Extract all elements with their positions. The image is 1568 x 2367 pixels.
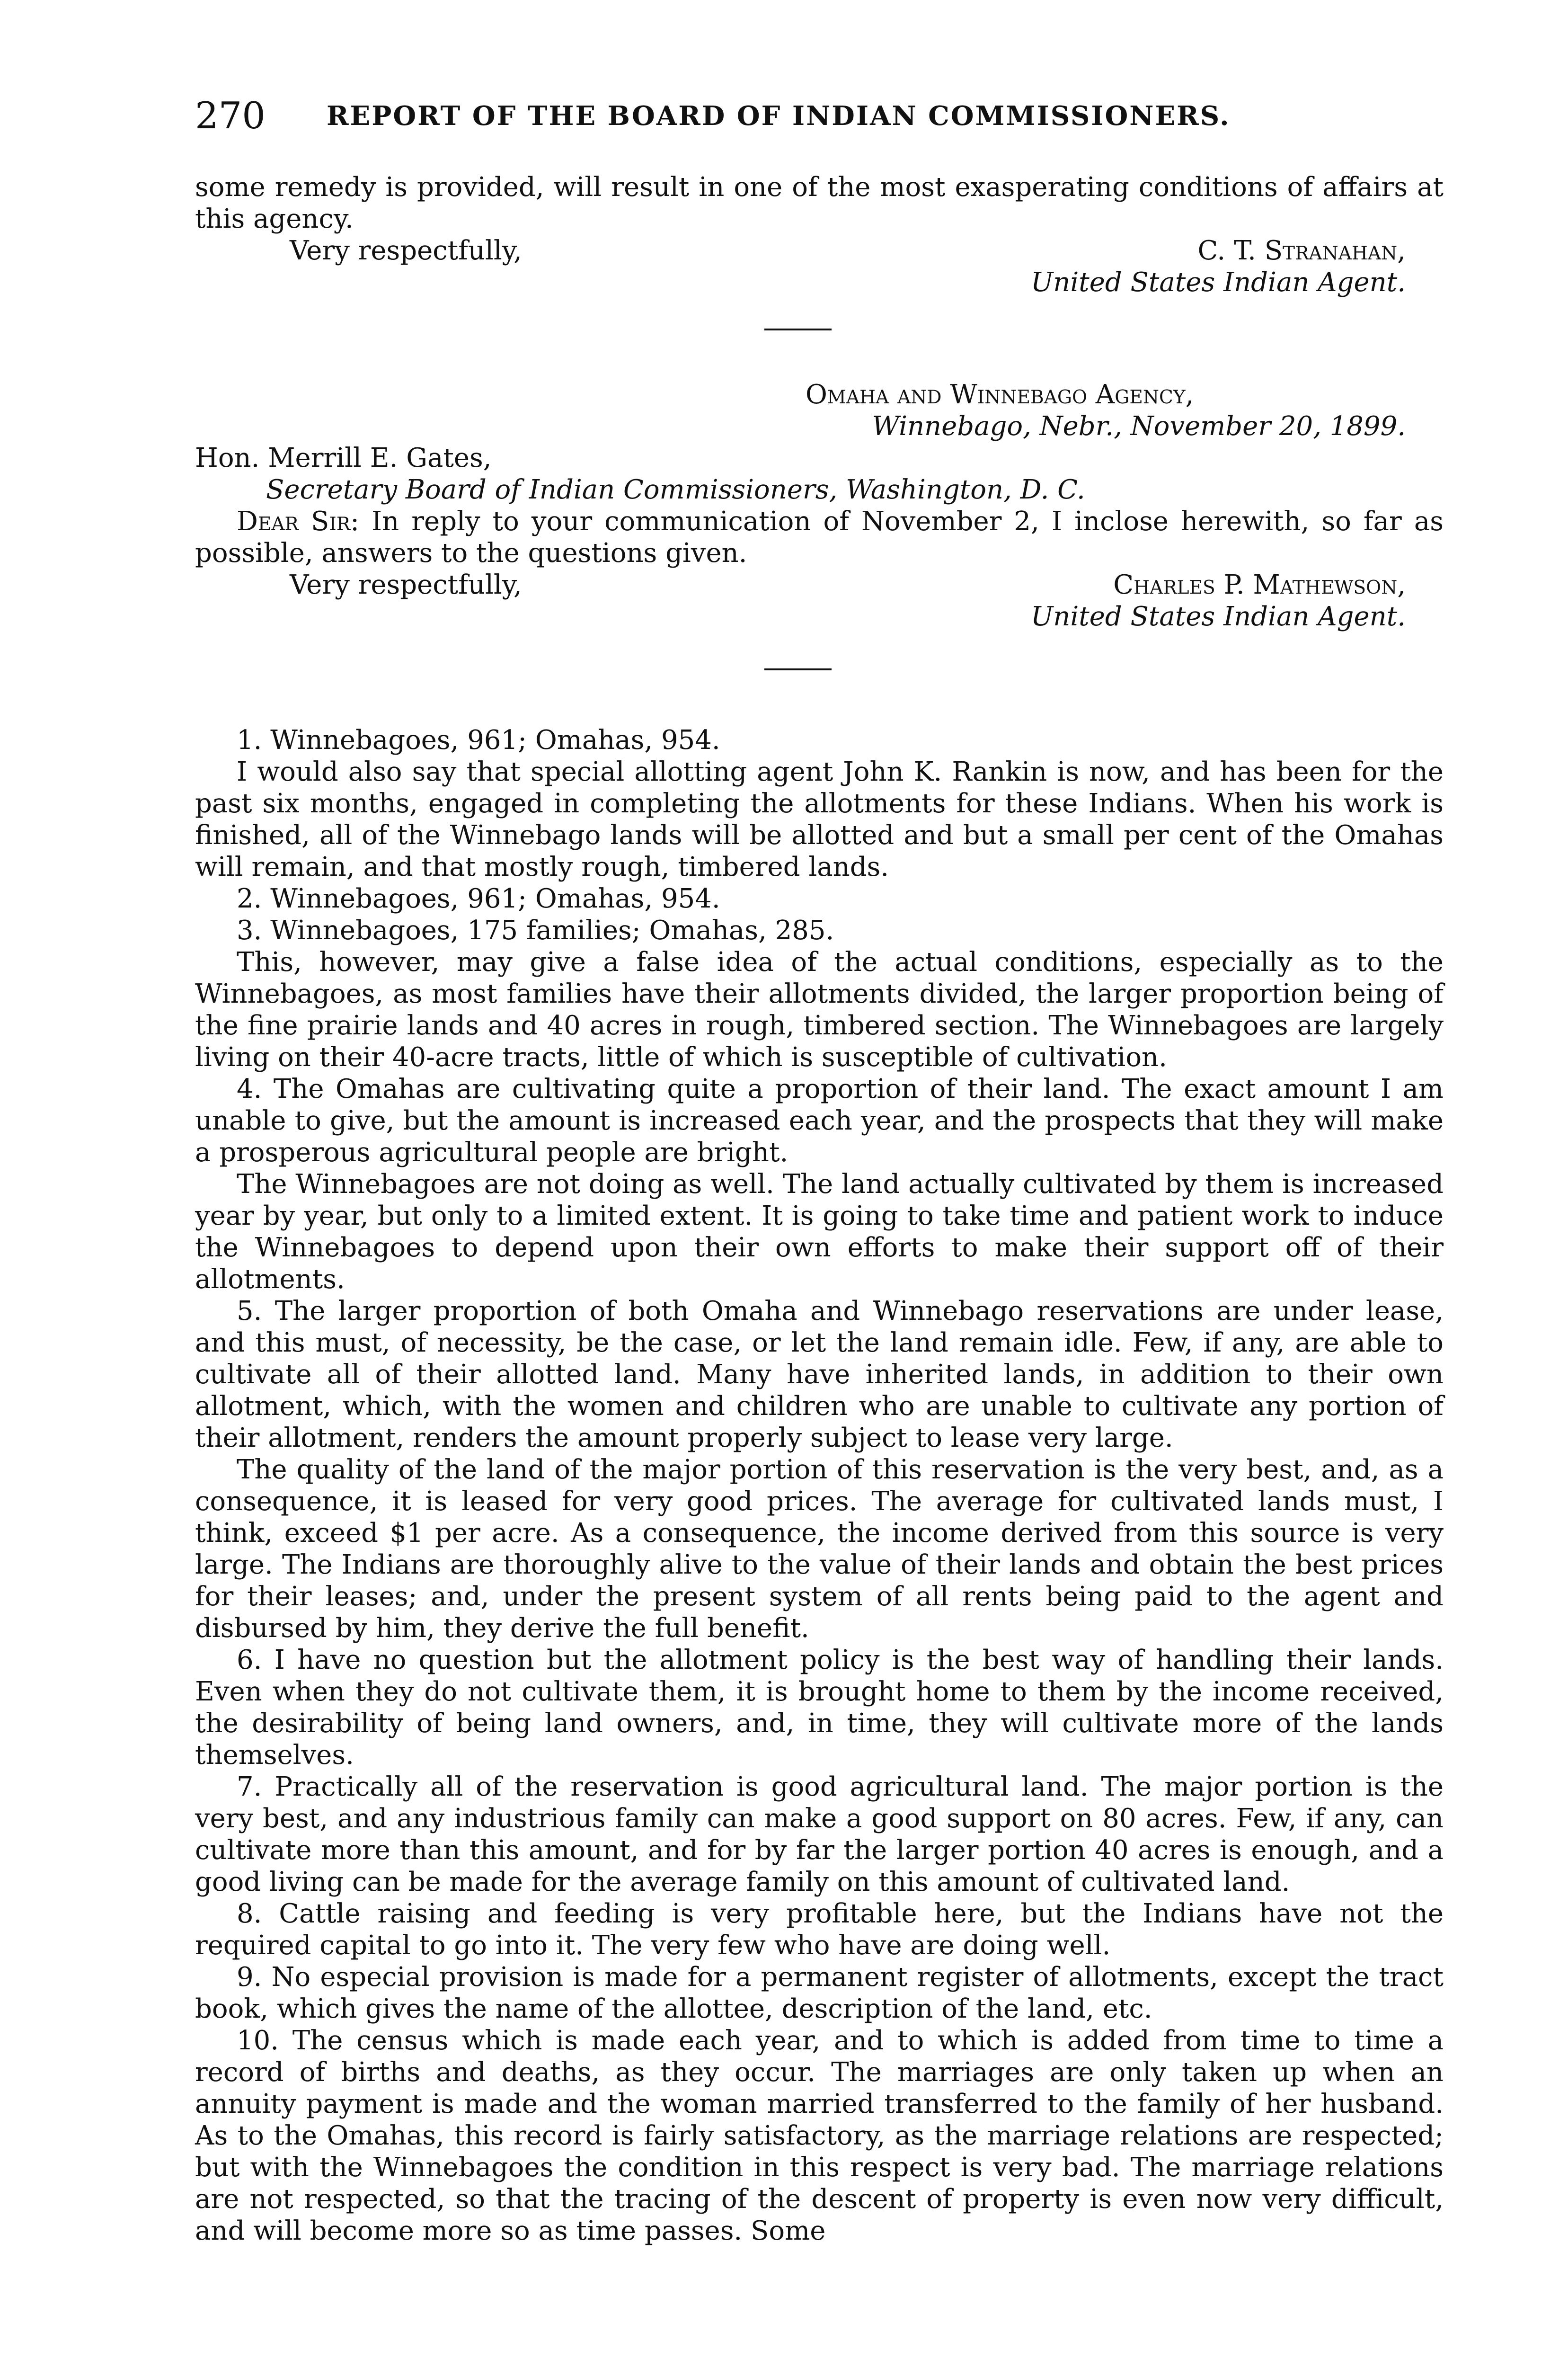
running-title: REPORT OF THE BOARD OF INDIAN COMMISSIONERS. <box>327 100 1231 132</box>
answer-paragraph: This, however, may give a false idea of the actual conditions, especially as to the Winnebagoes, as most families have their allotments divided, the larger proportion being of the fine prairie lands and 40 acres in rough, timbered section. The Winnebagoes are largely living on their 40-acre tracts, little of which is susceptible of cultivation. <box>195 947 1444 1073</box>
answer-paragraph: The quality of the land of the major portion of this reservation is the very best, and, as a consequence, it is leased for very good prices. The average for cultivated lands must, I think, exceed $1 per acre. As a consequence, the income derived from this source is very large. The Indians are thoroughly alive to the value of their lands and obtain the best prices for their leases; and, under the present system of all rents being paid to the agent and disbursed by him, they derive the full benefit. <box>195 1454 1444 1644</box>
answer-paragraph: The Winnebagoes are not doing as well. The land actually cultivated by them is increased year by year, but only to a limited extent. It is going to take time and patient work to induce the Winnebagoes to depend upon their own efforts to make their support off of their allotments. <box>195 1169 1444 1295</box>
letter-2-body-paragraph <box>195 506 1444 569</box>
answer-paragraph: 5. The larger proportion of both Omaha and Winnebago reservations are under lease, and this must, of necessity, be the case, or let the land remain idle. Few, if any, are able to cultivate all of their allotted land. Many have inherited lands, in addition to their own allotment, which, with the women and children who are unable to cultivate any portion of their allotment, renders the amount properly subject to lease very large. <box>195 1296 1444 1453</box>
addressee-name: Hon. Merrill E. Gates, <box>195 443 492 473</box>
answer-paragraph: I would also say that special allotting agent John K. Rankin is now, and has been for the past six months, engaged in completing the allotments for these Indians. When his work is finished, all of the Winnebago lands will be allotted and but a small per cent of the Omahas will remain, and that mostly rough, timbered lands. <box>195 756 1444 882</box>
letter-1 <box>195 171 1444 298</box>
letter-2-signature-row <box>195 569 1444 601</box>
answer-paragraph: 7. Practically all of the reservation is good agricultural land. The major portion is the very best, and any industrious family can make a good support on 80 acres. Few, if any, can cultivate more than this amount, and for by far the larger portion 40 acres is enough, and a good living can be made for the average family on this amount of cultivated land. <box>195 1771 1444 1897</box>
letter-1-signer-title: United States Indian Agent. <box>1031 267 1406 298</box>
letter-1-signer: C. T. Stranahan, <box>1197 235 1406 266</box>
letter-1-continuation: some remedy is provided, will result in one of the most exasperating conditions of affairs at this agency. <box>195 172 1444 234</box>
section-divider-1 <box>764 329 832 330</box>
letter-1-signature-row <box>195 235 1444 267</box>
letter-2-place-date: Winnebago, Nebr., November 20, 1899. <box>872 411 1406 442</box>
answer-paragraph: 6. I have no question but the allotment policy is the best way of handling their lands. Even when they do not cultivate them, it is brought home to them by the income received, the desirability of being land owners, and, in time, they will cultivate more of the lands themselves. <box>195 1645 1444 1771</box>
letter-2-salutation: Dear Sir: <box>237 506 359 537</box>
letter-2-addressee <box>195 442 1444 474</box>
answer-paragraph: 9. No especial provision is made for a permanent register of allotments, except the tract book, which gives the name of the allottee, description of the land, etc. <box>195 1962 1444 2024</box>
answer-paragraph: 1. Winnebagoes, 961; Omahas, 954. <box>237 725 720 756</box>
page-number: 270 <box>195 95 266 137</box>
letter-2-signer: Charles P. Mathewson, <box>1113 570 1406 600</box>
answer-paragraph: 8. Cattle raising and feeding is very profitable here, but the Indians have not the required capital to go into it. The very few who have are doing well. <box>195 1898 1444 1961</box>
answers-section <box>195 724 1444 2247</box>
letter-2-addressee-title: Secretary Board of Indian Commissioners, Washington, D. C. <box>266 474 1085 505</box>
answer-paragraph: 3. Winnebagoes, 175 families; Omahas, 285. <box>237 915 834 946</box>
running-header <box>195 95 1444 137</box>
letter-2-body: In reply to your communication of November 2, I inclose herewith, so far as possible, answers to the questions given. <box>195 506 1444 569</box>
letter-1-closing: Very respectfully, <box>290 235 522 266</box>
letter-2-closing: Very respectfully, <box>290 570 522 600</box>
answer-paragraph: 4. The Omahas are cultivating quite a proportion of their land. The exact amount I am unable to give, but the amount is increased each year, and the prospects that they will make a prosperous agricultural people are bright. <box>195 1074 1444 1168</box>
answer-paragraph: 10. The census which is made each year, and to which is added from time to time a record of births and deaths, as they occur. The marriages are only taken up when an annuity payment is made and the woman married transferred to the family of her husband. As to the Omahas, this record is fairly satisfactory, as the marriage relations are respected; but with the Winnebagoes the condition in this respect is very bad. The marriage relations are not respected, so that the tracing of the descent of property is even now very difficult, and will become more so as time passes. Some <box>195 2025 1444 2246</box>
letter-2 <box>195 379 1444 632</box>
letter-2-agency: Omaha and Winnebago Agency, <box>806 379 1194 410</box>
section-divider-2 <box>764 668 832 670</box>
letter-2-signer-title: United States Indian Agent. <box>1031 601 1406 632</box>
answer-paragraph: 2. Winnebagoes, 961; Omahas, 954. <box>237 883 720 914</box>
